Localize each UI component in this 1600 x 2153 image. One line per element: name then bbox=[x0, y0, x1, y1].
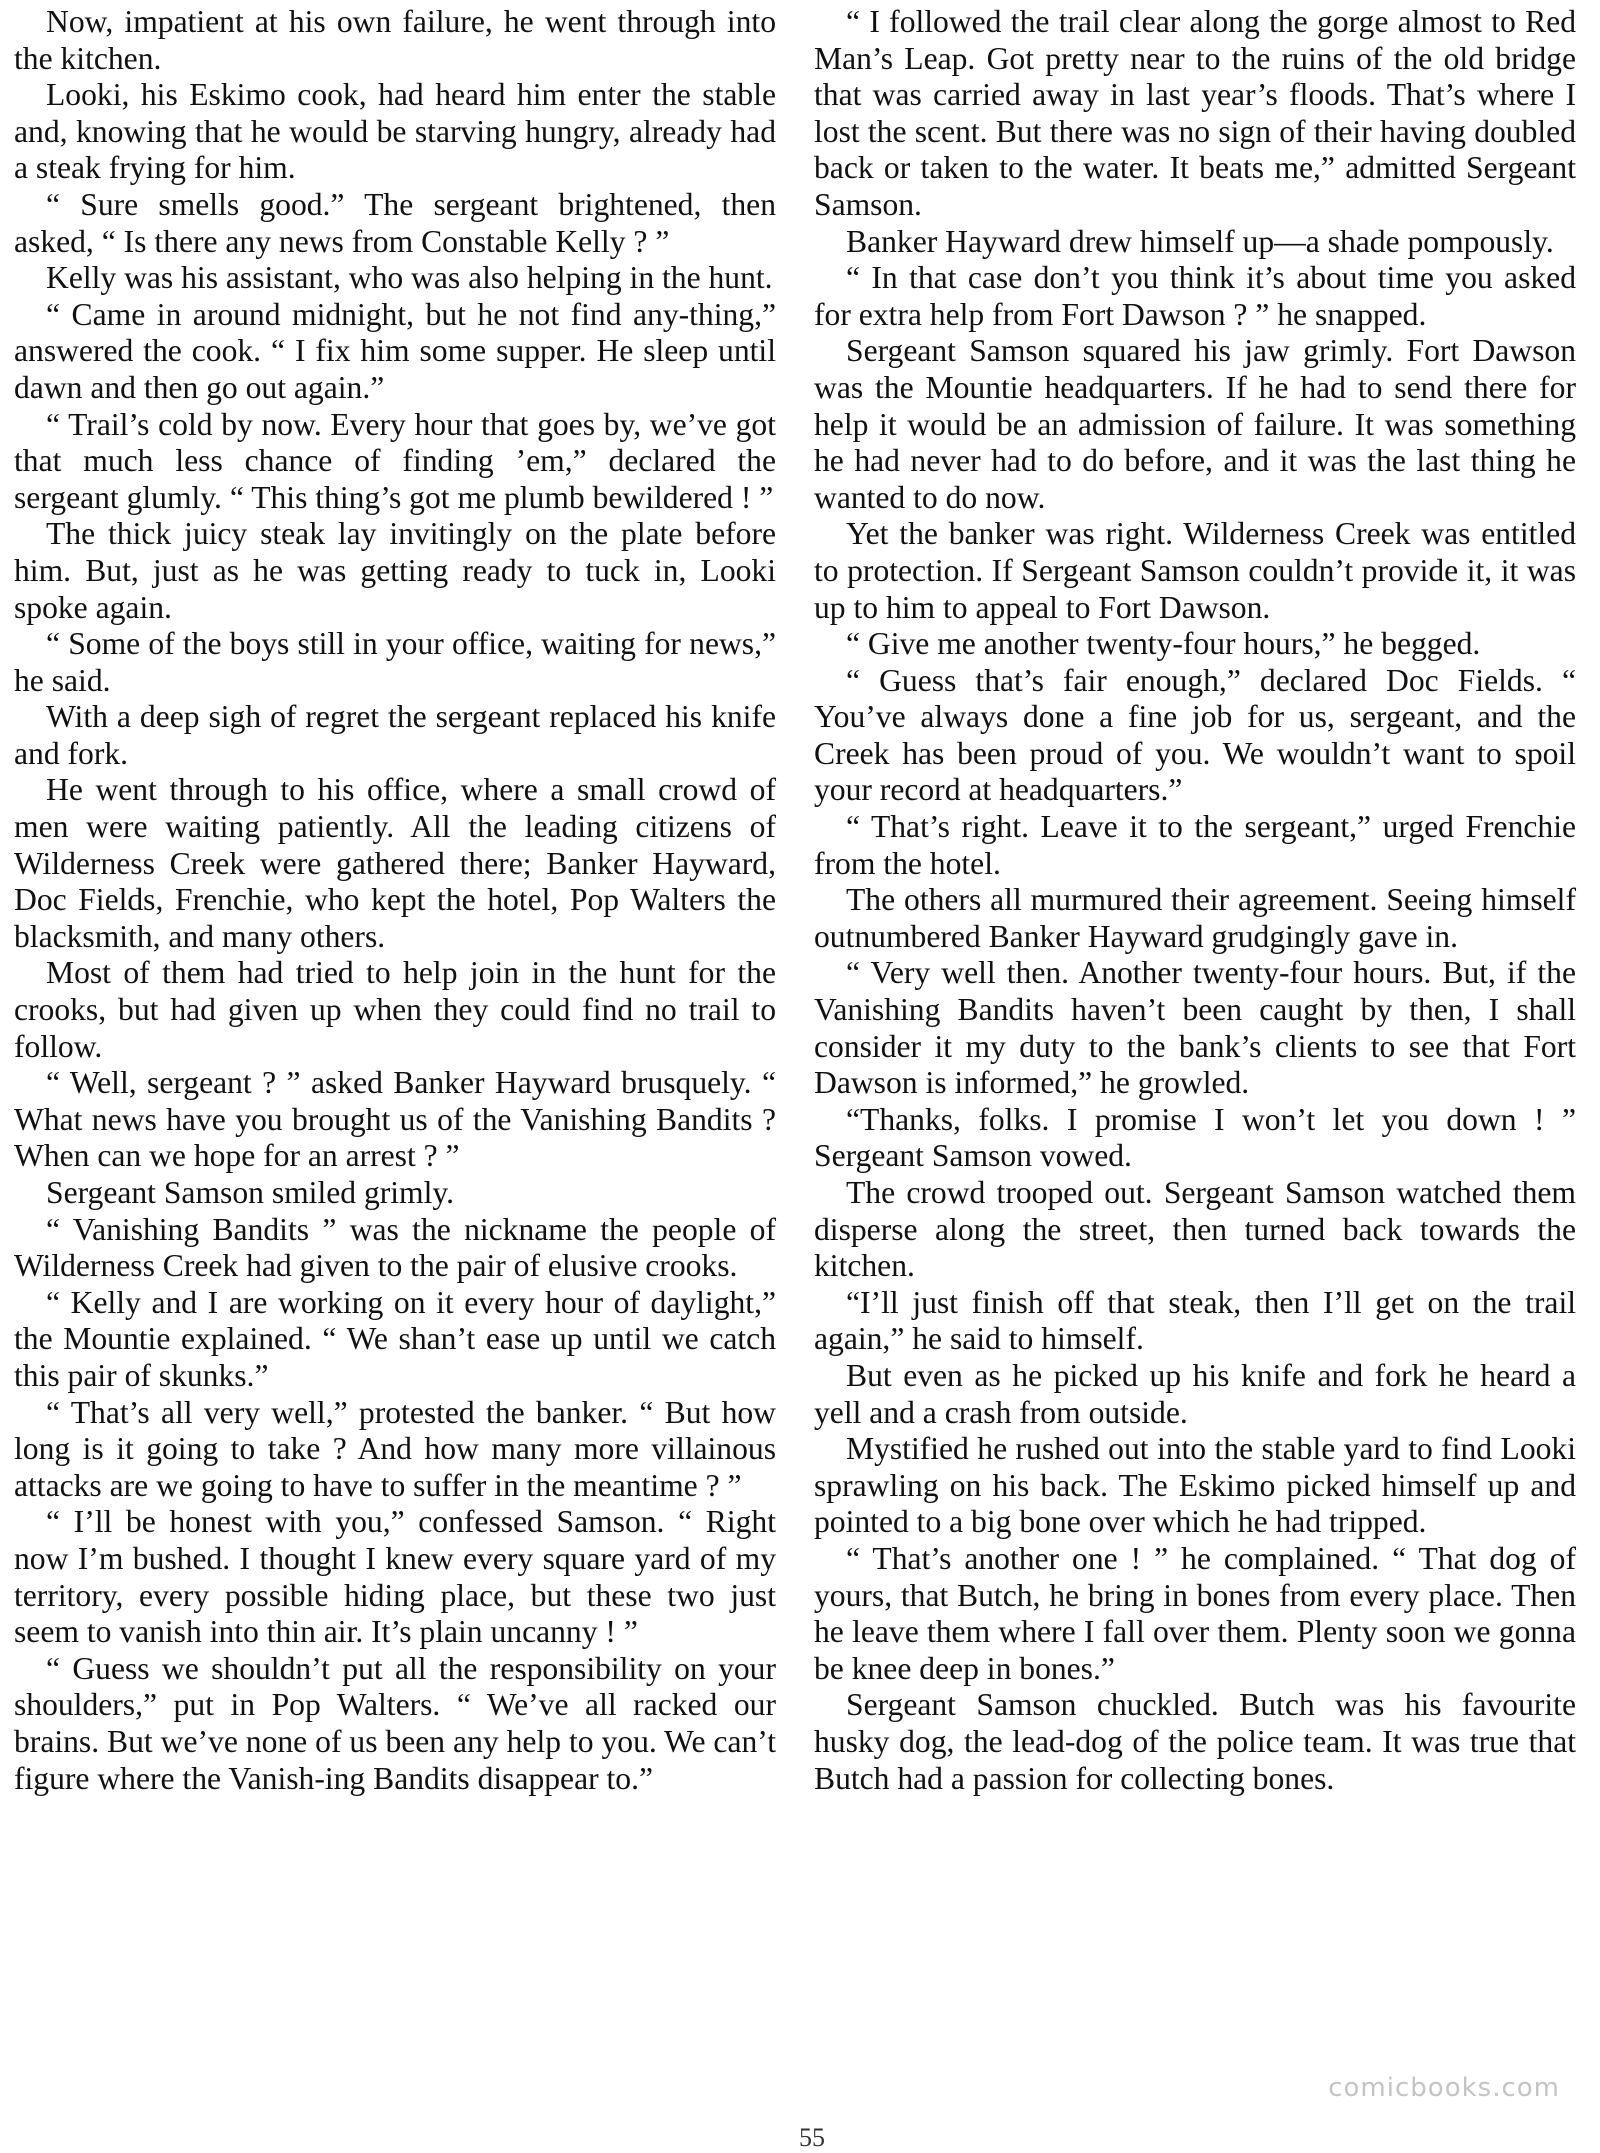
paragraph: “ Came in around midnight, but he not find any-thing,” answered the cook. “ I fix him some supper. He sleep until dawn and then go out again.” bbox=[14, 296, 776, 405]
paragraph: “ Trail’s cold by now. Every hour that goes by, we’ve got that much less chance of finding ’em,” declared the sergeant glumly. “ This thing’s got me plumb bewildered ! ” bbox=[14, 406, 776, 515]
paragraph: “ In that case don’t you think it’s about time you asked for extra help from Fort Dawson ? ” he snapped. bbox=[814, 260, 1576, 332]
paragraph: Sergeant Samson smiled grimly. bbox=[46, 1175, 455, 1210]
paragraph: “ That’s another one ! ” he complained. “ That dog of yours, that Butch, he bring in bones from every place. Then he leave them where I fall over them. Plenty soon we gonna be knee deep in bones.” bbox=[814, 1540, 1576, 1686]
paragraph: Sergeant Samson chuckled. Butch was his favourite husky dog, the lead-dog of the police team. It was true that Butch had a passion for collecting bones. bbox=[814, 1687, 1576, 1796]
left-text-column bbox=[14, 4, 776, 1797]
paragraph: Looki, his Eskimo cook, had heard him enter the stable and, knowing that he would be starving hungry, already had a steak frying for him. bbox=[14, 77, 776, 186]
paragraph: He went through to his office, where a small crowd of men were waiting patiently. All the leading citizens of Wilderness Creek were gathered there; Banker Hayward, Doc Fields, Frenchie, who kept the hotel, Pop Walters the blacksmith, and many others. bbox=[14, 772, 776, 954]
paragraph: “ Guess we shouldn’t put all the responsibility on your shoulders,” put in Pop Walters. “ We’ve all racked our brains. But we’ve none of us been any help to you. We can’t figure where the Vanish-ing Bandits disappear to.” bbox=[14, 1650, 776, 1796]
paragraph: Sergeant Samson squared his jaw grimly. Fort Dawson was the Mountie headquarters. If he had to send there for help it would be an admission of failure. It was something he had never had to do before, and it was the last thing he wanted to do now. bbox=[814, 333, 1576, 515]
paragraph: Mystified he rushed out into the stable yard to find Looki sprawling on his back. The Eskimo picked himself up and pointed to a big bone over which he had tripped. bbox=[814, 1431, 1576, 1540]
paragraph: “ I followed the trail clear along the gorge almost to Red Man’s Leap. Got pretty near to the ruins of the old bridge that was carried away in last year’s floods. That’s where I lost the scent. But there was no sign of their having doubled back or taken to the water. It beats me,” admitted Sergeant Samson. bbox=[814, 4, 1576, 222]
paragraph: “ Sure smells good.” The sergeant brightened, then asked, “ Is there any news from Constable Kelly ? ” bbox=[14, 186, 776, 259]
paragraph: “ Very well then. Another twenty-four hours. But, if the Vanishing Bandits haven’t been caught by then, I shall consider it my duty to the bank’s clients to see that Fort Dawson is informed,” he growled. bbox=[814, 955, 1576, 1101]
paragraph: Banker Hayward drew himself up—a shade pompously. bbox=[846, 223, 1554, 259]
paragraph: “ Well, sergeant ? ” asked Banker Hayward brusquely. “ What news have you brought us of the Vanishing Bandits ? When can we hope for an arrest ? ” bbox=[14, 1065, 776, 1174]
paragraph: But even as he picked up his knife and fork he heard a yell and a crash from outside. bbox=[814, 1357, 1576, 1430]
paragraph: The others all murmured their agreement. Seeing himself outnumbered Banker Hayward grudgingly gave in. bbox=[814, 882, 1576, 954]
paragraph: “ I’ll be honest with you,” confessed Samson. “ Right now I’m bushed. I thought I knew every square yard of my territory, every possible hiding place, but these two just seem to vanish into thin air. It’s plain uncanny ! ” bbox=[14, 1504, 776, 1650]
paragraph: “ Guess that’s fair enough,” declared Doc Fields. “ You’ve always done a fine job for us, sergeant, and the Creek has been proud of you. We wouldn’t want to spoil your record at headquarters.” bbox=[814, 662, 1576, 808]
paragraph: Yet the banker was right. Wilderness Creek was entitled to protection. If Sergeant Samson couldn’t provide it, it was up to him to appeal to Fort Dawson. bbox=[814, 516, 1576, 625]
page-number: 55 bbox=[799, 2123, 825, 2152]
paragraph: “ That’s all very well,” protested the banker. “ But how long is it going to take ? And how many more villainous attacks are we going to have to suffer in the meantime ? ” bbox=[14, 1394, 776, 1503]
site-watermark: comicbooks.com bbox=[1328, 2073, 1560, 2103]
paragraph: Now, impatient at his own failure, he went through into the kitchen. bbox=[14, 4, 776, 76]
paragraph: “ Kelly and I are working on it every hour of daylight,” the Mountie explained. “ We shan’t ease up until we catch this pair of skunks.” bbox=[14, 1284, 776, 1393]
paragraph: “Thanks, folks. I promise I won’t let you down ! ” Sergeant Samson vowed. bbox=[814, 1101, 1576, 1174]
paragraph: Most of them had tried to help join in the hunt for the crooks, but had given up when they could find no trail to follow. bbox=[14, 955, 776, 1064]
paragraph: “I’ll just finish off that steak, then I’ll get on the trail again,” he said to himself. bbox=[814, 1284, 1576, 1357]
paragraph: Kelly was his assistant, who was also helping in the hunt. bbox=[46, 260, 773, 296]
paragraph: “ Give me another twenty-four hours,” he begged. bbox=[846, 626, 1481, 662]
story-page bbox=[14, 0, 1582, 2152]
paragraph: “ Some of the boys still in your office, waiting for news,” he said. bbox=[14, 626, 776, 698]
paragraph: “ That’s right. Leave it to the sergeant,” urged Frenchie from the hotel. bbox=[814, 809, 1576, 881]
paragraph: The crowd trooped out. Sergeant Samson watched them disperse along the street, then turned back towards the kitchen. bbox=[814, 1175, 1576, 1284]
paragraph: With a deep sigh of regret the sergeant replaced his knife and fork. bbox=[14, 699, 776, 771]
paragraph: The thick juicy steak lay invitingly on the plate before him. But, just as he was getting ready to tuck in, Looki spoke again. bbox=[14, 516, 776, 625]
paragraph: “ Vanishing Bandits ” was the nickname the people of Wilderness Creek had given to the pair of elusive crooks. bbox=[14, 1211, 776, 1284]
right-text-column bbox=[814, 4, 1576, 1797]
